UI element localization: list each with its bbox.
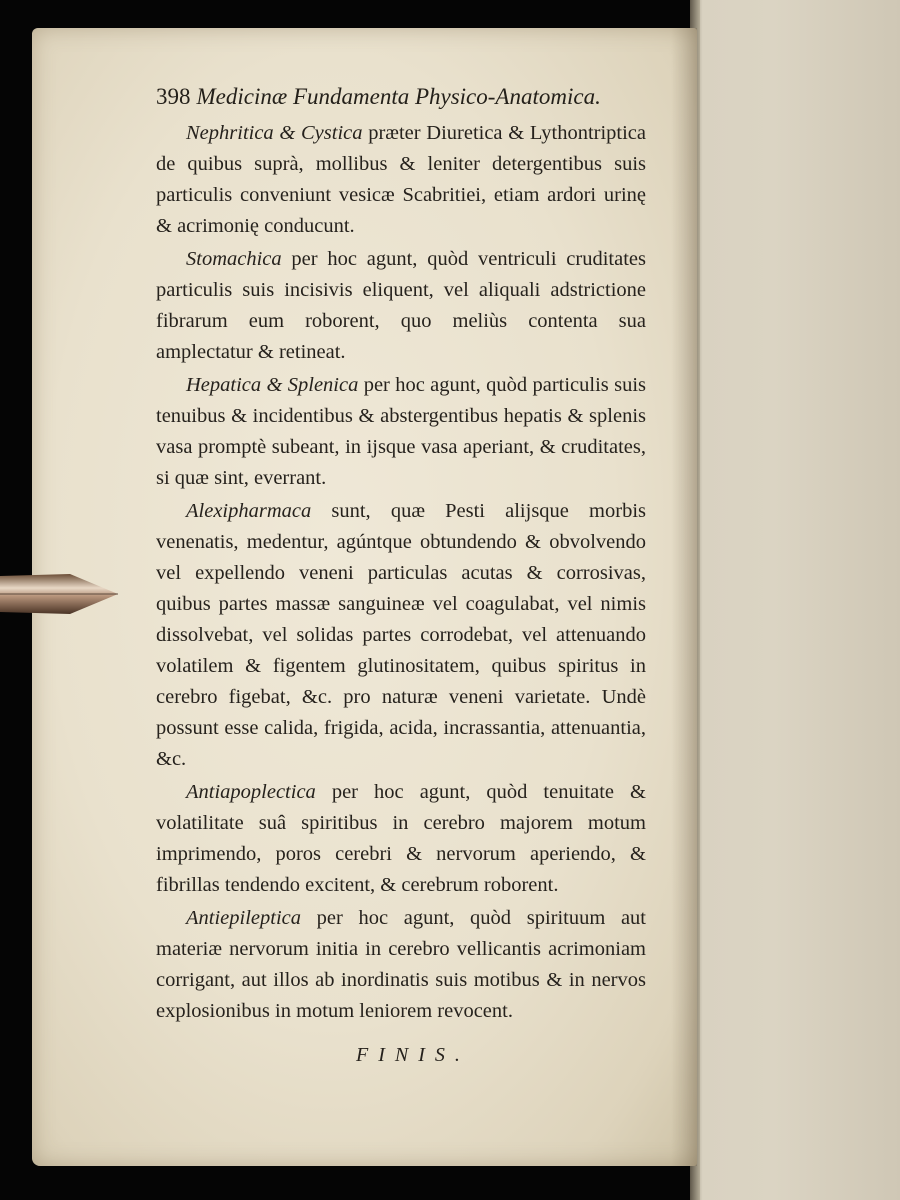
finis-mark: FINIS. — [356, 1044, 470, 1066]
paragraph-lead: Antiapoplectica — [186, 781, 316, 803]
paragraph-nephritica — [156, 118, 646, 242]
paragraph-antiapoplectica — [156, 777, 646, 901]
paragraph-lead: Stomachica — [186, 248, 282, 270]
metal-bookmark-icon — [0, 572, 120, 618]
paragraph-stomachica — [156, 244, 646, 368]
paragraph-text: per hoc agunt, quòd ventriculi cruditates particulis suis incisivis eliquent, vel aliquali adstrictione fibrarum eum roborent, quo meliùs contenta sua amplectatur & retineat. — [156, 248, 646, 363]
paragraph-text: per hoc agunt, quòd particulis suis tenuibus & incidentibus & abstergentibus hepatis & splenis vasa promptè subeant, in ijsque vasa aperiant, & cruditates, si quæ sint, everrant. — [156, 374, 646, 489]
page-number: 398 — [156, 84, 191, 109]
paragraph-lead: Alexipharmaca — [186, 500, 312, 522]
paragraph-lead: Nephritica & Cystica — [186, 122, 363, 144]
running-title: Medicinæ Fundamenta Physico-Anatomica. — [196, 84, 601, 109]
paragraph-text: sunt, quæ Pesti alijsque morbis venenatis, medentur, agúntque obtundendo & obvolvendo vel expellendo veneni particulas acutas & corrosivas, quibus partes massæ sanguineæ vel coagulabat, vel nimis dissolvebat, vel solidas partes corrodebat, vel attenuando volatilem & figentem glutinositatem, quibus spiritus in cerebro figebat, &c. pro naturæ veneni varietate. Undè possunt esse calida, frigida, acida, incrassantia, attenuantia, &c. — [156, 500, 646, 770]
facing-page — [690, 0, 900, 1200]
paragraph-text: per hoc agunt, quòd spirituum aut materiæ nervorum initia in cerebro vellicantis acrimoniam corrigant, aut illos ab inordinatis suis motibus & in nervos explosionibus in motum leniorem revocent. — [156, 907, 646, 1022]
paragraph-lead: Antiepileptica — [186, 907, 301, 929]
page-gutter-shadow — [671, 28, 697, 1166]
page-body — [156, 118, 646, 1029]
paragraph-lead: Hepatica & Splenica — [186, 374, 359, 396]
paragraph-hepatica — [156, 370, 646, 494]
paragraph-text: per hoc agunt, quòd tenuitate & volatilitate suâ spiritibus in cerebro majorem motum imprimendo, poros cerebri & nervorum aperiendo, & fibrillas tendendo excitent, & cerebrum roborent. — [156, 781, 646, 896]
paragraph-alexipharmaca — [156, 496, 646, 775]
paragraph-text: præter Diuretica & Lythontriptica de quibus suprà, mollibus & leniter detergentibus suis particulis conveniunt vesicæ Scabritiei, etiam ardori urinę & acrimonię conducunt. — [156, 122, 647, 237]
paragraph-antiepileptica — [156, 903, 646, 1027]
running-head — [156, 84, 646, 110]
